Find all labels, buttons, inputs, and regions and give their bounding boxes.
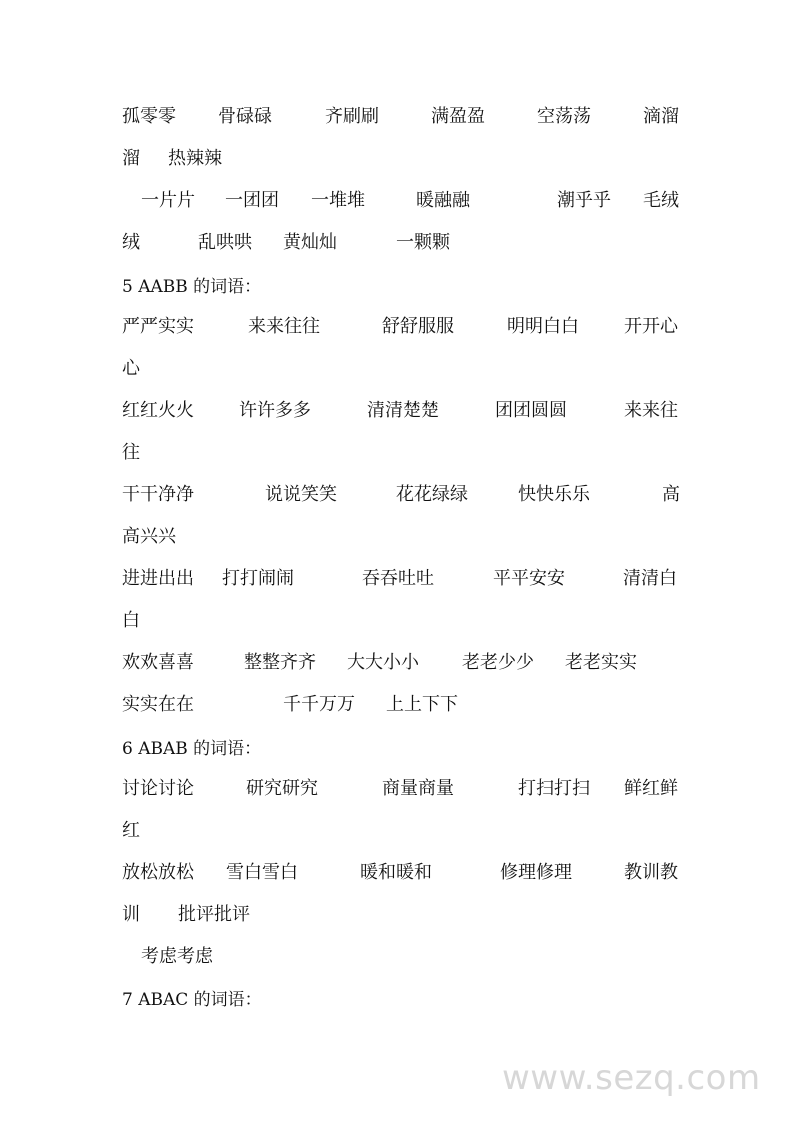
word-row <box>122 606 682 636</box>
watermark: www.sezq.com <box>502 1058 761 1098</box>
word-row <box>122 564 682 594</box>
word: 骨碌碌 <box>218 106 272 127</box>
word: 吞吞吐吐 <box>362 568 434 589</box>
word: 红 <box>122 820 140 841</box>
word-row <box>122 102 682 132</box>
word: 黄灿灿 <box>283 232 337 253</box>
word: 乱哄哄 <box>198 232 252 253</box>
word-row <box>122 648 682 678</box>
word: 干干净净 <box>122 484 194 505</box>
word: 毛绒 <box>643 190 679 211</box>
word: 清清白 <box>623 568 677 589</box>
word-row <box>122 396 682 426</box>
word: 实实在在 <box>122 694 194 715</box>
word: 许许多多 <box>239 400 311 421</box>
word-row <box>122 354 682 384</box>
word: 严严实实 <box>122 316 194 337</box>
word: 明明白白 <box>507 316 579 337</box>
word: 红红火火 <box>122 400 194 421</box>
word: 整整齐齐 <box>244 652 316 673</box>
word: 清清楚楚 <box>367 400 439 421</box>
word: 开开心 <box>624 316 678 337</box>
word: 一堆堆 <box>311 190 365 211</box>
word-row <box>122 858 682 888</box>
word: 教训教 <box>624 862 678 883</box>
word: 千千万万 <box>283 694 355 715</box>
word: 暖融融 <box>416 190 470 211</box>
word: 往 <box>122 442 140 463</box>
word: 考虑考虑 <box>141 946 213 967</box>
word-row <box>122 144 682 174</box>
section-heading-abac: 7 ABAC 的词语： <box>122 990 262 1010</box>
word: 白 <box>122 610 140 631</box>
word: 绒 <box>122 232 140 253</box>
word: 上上下下 <box>386 694 458 715</box>
word: 齐刷刷 <box>325 106 379 127</box>
word: 孤零零 <box>122 106 176 127</box>
word-row <box>122 228 682 258</box>
word: 平平安安 <box>493 568 565 589</box>
word: 大大小小 <box>347 652 419 673</box>
word-row <box>122 438 682 468</box>
word: 一片片 <box>141 190 195 211</box>
word: 满盈盈 <box>431 106 485 127</box>
word: 说说笑笑 <box>265 484 337 505</box>
word: 雪白雪白 <box>226 862 298 883</box>
word: 来来往往 <box>248 316 320 337</box>
word-row <box>122 690 682 720</box>
word: 批评批评 <box>178 904 250 925</box>
section-heading-aabb: 5 AABB 的词语： <box>122 277 262 297</box>
word: 溜 <box>122 148 140 169</box>
word: 打扫打扫 <box>518 778 590 799</box>
word: 空荡荡 <box>537 106 591 127</box>
word: 训 <box>122 904 140 925</box>
section-heading-abab: 6 ABAB 的词语： <box>122 739 262 759</box>
word: 老老少少 <box>462 652 534 673</box>
word: 高 <box>662 484 680 505</box>
word: 高兴兴 <box>122 526 176 547</box>
word: 团团圆圆 <box>495 400 567 421</box>
word: 商量商量 <box>382 778 454 799</box>
word: 快快乐乐 <box>518 484 590 505</box>
word-row <box>122 774 682 804</box>
word: 滴溜 <box>643 106 679 127</box>
word: 放松放松 <box>122 862 194 883</box>
word: 老老实实 <box>565 652 637 673</box>
word-row <box>122 312 682 342</box>
word: 打打闹闹 <box>222 568 294 589</box>
word-row <box>122 816 682 846</box>
word: 鲜红鲜 <box>624 778 678 799</box>
word: 花花绿绿 <box>396 484 468 505</box>
word: 一团团 <box>225 190 279 211</box>
word: 热辣辣 <box>168 148 222 169</box>
word: 暖和暖和 <box>360 862 432 883</box>
word: 讨论讨论 <box>122 778 194 799</box>
word: 舒舒服服 <box>382 316 454 337</box>
word: 一颗颗 <box>396 232 450 253</box>
word: 欢欢喜喜 <box>122 652 194 673</box>
word: 潮乎乎 <box>557 190 611 211</box>
word: 来来往 <box>624 400 678 421</box>
word-row <box>122 186 682 216</box>
word-row <box>122 900 682 930</box>
word-row <box>122 522 682 552</box>
word-row <box>122 480 682 510</box>
word: 修理修理 <box>500 862 572 883</box>
word-row <box>122 942 682 972</box>
word: 进进出出 <box>122 568 194 589</box>
word: 心 <box>122 358 140 379</box>
word: 研究研究 <box>246 778 318 799</box>
